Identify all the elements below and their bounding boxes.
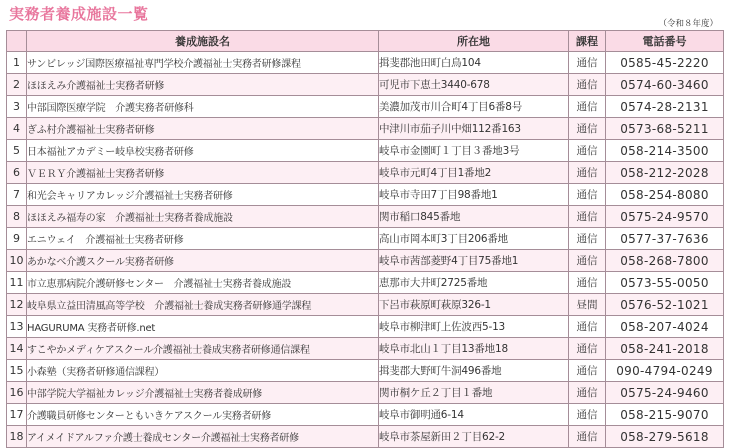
facility-phone: 0574-60-3460	[606, 74, 724, 96]
facility-address: 関市桐ケ丘２丁目１番地	[379, 382, 569, 404]
table-row	[7, 250, 724, 272]
table-row	[7, 74, 724, 96]
facility-address: 岐阜市寺田7丁目98番地1	[379, 184, 569, 206]
table-row	[7, 228, 724, 250]
facility-name: HAGURUMA 実務者研修.net	[27, 316, 379, 338]
table-row	[7, 426, 724, 448]
facility-course: 通信	[569, 96, 606, 118]
facility-name: サンビレッジ国際医療福祉専門学校介護福祉士実務者研修課程	[27, 52, 379, 74]
table-row	[7, 338, 724, 360]
facility-name: 小森塾（実務者研修通信課程）	[27, 360, 379, 382]
facility-phone: 0573-55-0050	[606, 272, 724, 294]
facility-course: 通信	[569, 382, 606, 404]
facility-address: 可児市下恵土3440-678	[379, 74, 569, 96]
facility-name: 市立恵那病院介護研修センター 介護福祉士実務者養成施設	[27, 272, 379, 294]
facility-phone: 058-212-2028	[606, 162, 724, 184]
facility-course: 通信	[569, 184, 606, 206]
facility-address: 美濃加茂市川合町4丁目6番8号	[379, 96, 569, 118]
row-number: 9	[7, 228, 27, 250]
facility-name: ＶＥＲＹ介護福祉士実務者研修	[27, 162, 379, 184]
table-row	[7, 52, 724, 74]
facility-course: 通信	[569, 74, 606, 96]
table-row	[7, 404, 724, 426]
facility-phone: 058-241-2018	[606, 338, 724, 360]
facility-name: ほほえみ介護福祉士実務者研修	[27, 74, 379, 96]
facility-address: 岐阜市柳津町上佐波西5-13	[379, 316, 569, 338]
table-row	[7, 96, 724, 118]
facility-address: 関市稲口845番地	[379, 206, 569, 228]
row-number: 17	[7, 404, 27, 426]
facility-address: 高山市岡本町3丁目206番地	[379, 228, 569, 250]
facility-name: 中部学院大学福祉カレッジ介護福祉士実務者養成研修	[27, 382, 379, 404]
table-row	[7, 294, 724, 316]
header-course: 課程	[569, 31, 606, 52]
facility-address: 岐阜市金園町１丁目３番地3号	[379, 140, 569, 162]
header-phone: 電話番号	[606, 31, 724, 52]
facility-name: 和光会キャリアカレッジ介護福祉士実務者研修	[27, 184, 379, 206]
facility-name: 日本福祉アカデミー岐阜校実務者研修	[27, 140, 379, 162]
facility-address: 岐阜市北山１丁目13番地18	[379, 338, 569, 360]
facility-name: ほほえみ福寿の家 介護福祉士実務者養成施設	[27, 206, 379, 228]
facility-phone: 058-279-5618	[606, 426, 724, 448]
row-number: 3	[7, 96, 27, 118]
facility-course: 通信	[569, 206, 606, 228]
facility-course: 通信	[569, 162, 606, 184]
row-number: 14	[7, 338, 27, 360]
facility-phone: 058-214-3500	[606, 140, 724, 162]
facility-course: 通信	[569, 316, 606, 338]
header-no	[7, 31, 27, 52]
facility-address: 揖斐郡大野町牛洞496番地	[379, 360, 569, 382]
facility-course: 通信	[569, 140, 606, 162]
row-number: 5	[7, 140, 27, 162]
table-row	[7, 140, 724, 162]
row-number: 4	[7, 118, 27, 140]
header-address: 所在地	[379, 31, 569, 52]
facility-course: 通信	[569, 426, 606, 448]
row-number: 10	[7, 250, 27, 272]
facility-course: 通信	[569, 118, 606, 140]
table-row	[7, 272, 724, 294]
row-number: 12	[7, 294, 27, 316]
facility-name: 介護職員研修センターともいきケアスクール実務者研修	[27, 404, 379, 426]
facility-address: 恵那市大井町2725番地	[379, 272, 569, 294]
row-number: 7	[7, 184, 27, 206]
facility-phone: 0576-52-1021	[606, 294, 724, 316]
facility-phone: 058-268-7800	[606, 250, 724, 272]
row-number: 1	[7, 52, 27, 74]
facility-name: エニウェイ 介護福祉士実務者研修	[27, 228, 379, 250]
facility-address: 岐阜市茜部菱野4丁目75番地1	[379, 250, 569, 272]
facility-phone: 0585-45-2220	[606, 52, 724, 74]
facility-phone: 0575-24-9570	[606, 206, 724, 228]
table-row	[7, 206, 724, 228]
facility-course: 通信	[569, 404, 606, 426]
era-note: （令和８年度）	[658, 19, 718, 29]
facility-phone: 090-4794-0249	[606, 360, 724, 382]
facility-course: 昼間	[569, 294, 606, 316]
row-number: 13	[7, 316, 27, 338]
facility-phone: 058-207-4024	[606, 316, 724, 338]
row-number: 2	[7, 74, 27, 96]
table-row	[7, 382, 724, 404]
facility-address: 中津川市茄子川中畑112番163	[379, 118, 569, 140]
table-row	[7, 360, 724, 382]
facility-phone: 0577-37-7636	[606, 228, 724, 250]
facility-course: 通信	[569, 250, 606, 272]
facility-name: 中部国際医療学院 介護実務者研修科	[27, 96, 379, 118]
row-number: 8	[7, 206, 27, 228]
table-header-row	[7, 31, 724, 52]
table-row	[7, 316, 724, 338]
header-name: 養成施設名	[27, 31, 379, 52]
facility-name: ぎふ村介護福祉士実務者研修	[27, 118, 379, 140]
row-number: 6	[7, 162, 27, 184]
facility-address: 下呂市萩原町萩原326-1	[379, 294, 569, 316]
facility-phone: 0573-68-5211	[606, 118, 724, 140]
facility-phone: 0575-24-9460	[606, 382, 724, 404]
facility-name: あかなべ介護スクール実務者研修	[27, 250, 379, 272]
row-number: 16	[7, 382, 27, 404]
row-number: 11	[7, 272, 27, 294]
row-number: 18	[7, 426, 27, 448]
facility-name: 岐阜県立益田清風高等学校 介護福祉士養成実務者研修通学課程	[27, 294, 379, 316]
facility-address: 揖斐郡池田町白鳥104	[379, 52, 569, 74]
facilities-table	[6, 30, 724, 448]
row-number: 15	[7, 360, 27, 382]
page-title: 実務者養成施設一覧	[9, 5, 149, 23]
facility-address: 岐阜市元町4丁目1番地2	[379, 162, 569, 184]
facility-address: 岐阜市御明通6-14	[379, 404, 569, 426]
table-row	[7, 184, 724, 206]
facility-course: 通信	[569, 52, 606, 74]
facility-address: 岐阜市茶屋新田２丁目62-2	[379, 426, 569, 448]
table-row	[7, 118, 724, 140]
table-row	[7, 162, 724, 184]
facility-phone: 0574-28-2131	[606, 96, 724, 118]
facility-phone: 058-254-8080	[606, 184, 724, 206]
facility-course: 通信	[569, 360, 606, 382]
facility-name: アイメイドアルファ介護士養成センター介護福祉士実務者研修	[27, 426, 379, 448]
facility-course: 通信	[569, 272, 606, 294]
facility-phone: 058-215-9070	[606, 404, 724, 426]
facility-course: 通信	[569, 338, 606, 360]
facility-name: すこやかメディケアスクール介護福祉士養成実務者研修通信課程	[27, 338, 379, 360]
facility-course: 通信	[569, 228, 606, 250]
